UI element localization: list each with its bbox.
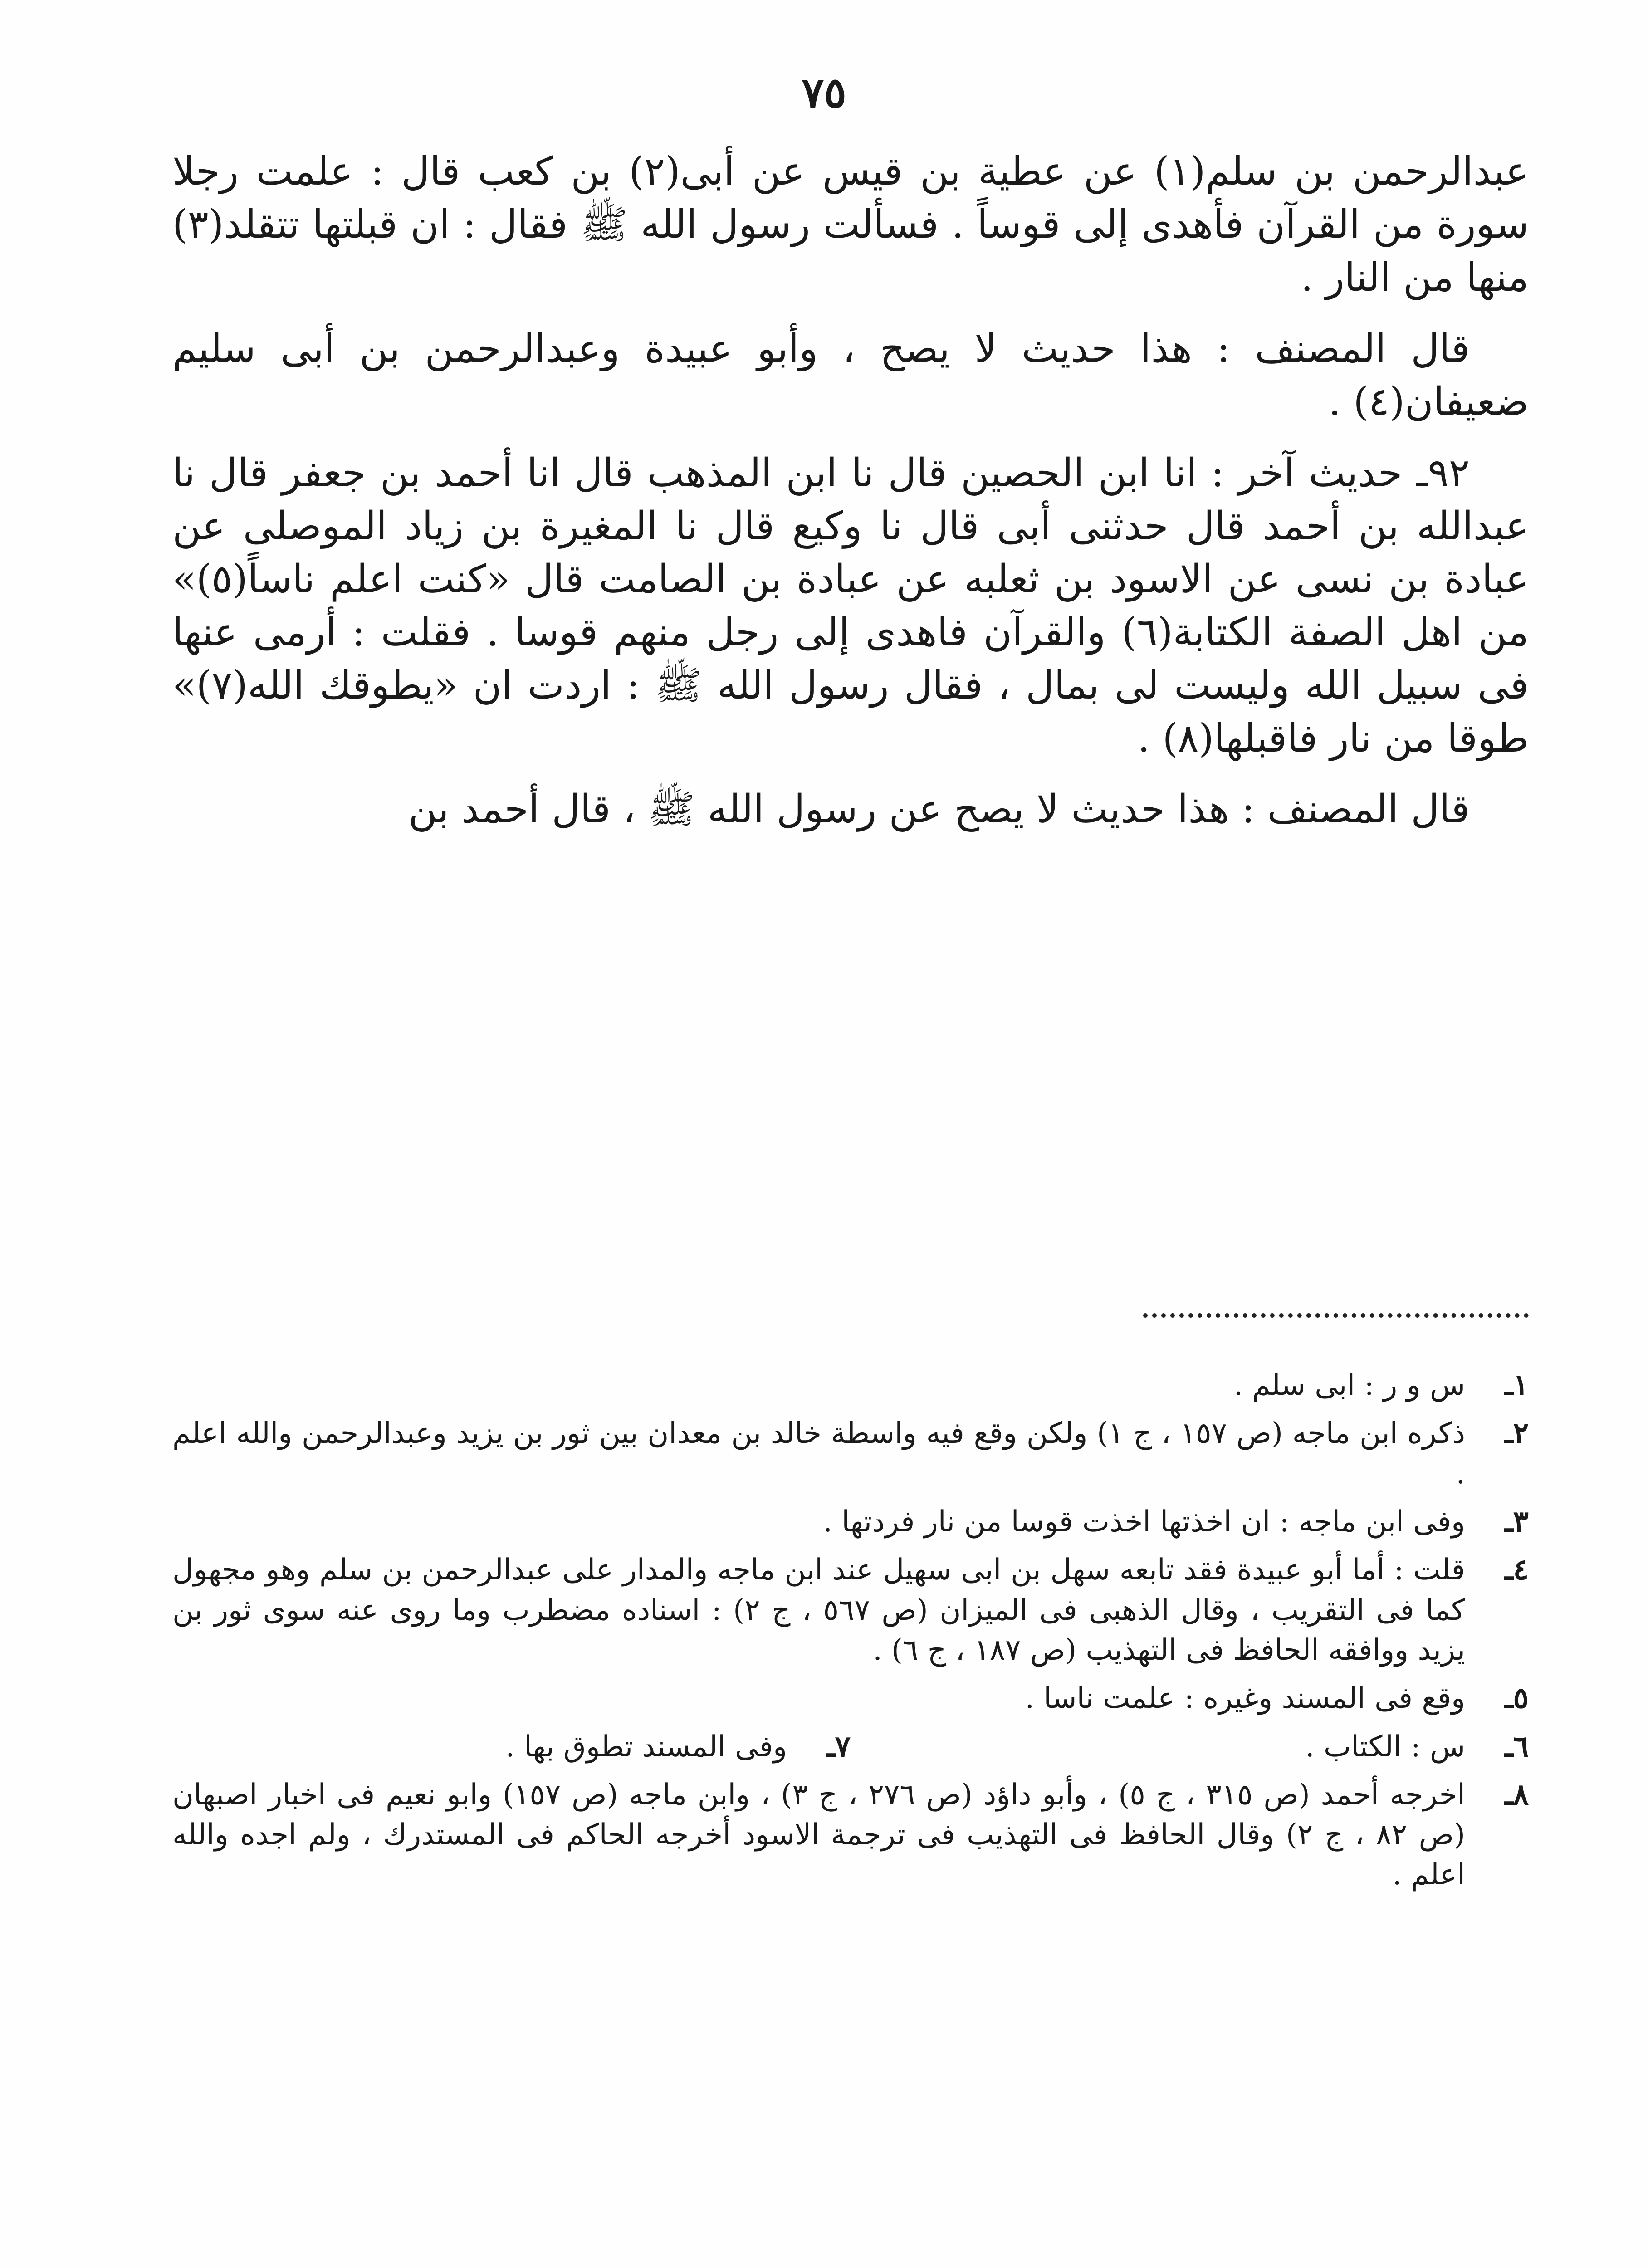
footnote-separator — [1143, 1313, 1529, 1318]
paragraph-4: قال المصنف : هذا حديث لا يصح عن رسول الله ﷺ ، قال أحمد بن — [408, 787, 1470, 832]
footnote — [172, 1727, 851, 1767]
footnote-number: ١ـ — [1504, 1368, 1529, 1402]
footnote — [172, 1502, 1529, 1542]
footnote-number: ٥ـ — [1504, 1681, 1529, 1716]
paragraph-1: عبدالرحمن بن سلم(١) عن عطية بن قيس عن أبى(٢) بن كعب قال : علمت رجلا سورة من القرآن فأهدى إلى قوساً . فسألت رسول الله ﷺ فقال : ان قبلتها تتقلد(٣) منها من النار . — [172, 149, 1529, 300]
footnote-text: س : الكتاب . — [1305, 1730, 1465, 1764]
footnote-text: س و ر : ابى سلم . — [1233, 1369, 1465, 1402]
footnote-text: ذكره ابن ماجه (ص ١٥٧ ، ج ١) ولكن وقع فيه واسطة خالد بن معدان بين ثور بن يزيد وعبدالرحمن والله اعلم . — [172, 1417, 1466, 1491]
footnote-pair — [172, 1727, 1529, 1767]
footnote-number: ٧ـ — [826, 1729, 851, 1764]
footnote — [172, 1413, 1529, 1494]
footnote-text: وفى ابن ماجه : ان اخذتها اخذت قوسا من نار فردتها . — [823, 1505, 1465, 1539]
paragraph-3-hadith-92: ٩٢ـ حديث آخر : انا ابن الحصين قال نا ابن المذهب قال انا أحمد بن جعفر قال نا عبدالله بن أحمد قال حدثنى أبى قال نا وكيع قال نا المغيرة بن زياد الموصلى عن عبادة بن نسى عن الاسود بن ثعلبه عن عبادة بن الصامت قال «كنت اعلم ناساً(٥)» من اهل الصفة الكتابة(٦) والقرآن فاهدى إلى رجل منهم قوسا . فقلت : أرمى عنها فى سبيل الله وليست لى بمال ، فقال رسول الله ﷺ : اردت ان «يطوقك الله(٧)» طوقا من نار فاقبلها(٨) . — [172, 450, 1529, 761]
footnote-text: قلت : أما أبو عبيدة فقد تابعه سهل بن ابى سهيل عند ابن ماجه والمدار على عبدالرحمن بن سلم وهو مجهول كما فى التقريب ، وقال الذهبى فى الميزان (ص ٥٦٧ ، ج ٢) : اسناده مضطرب وما روى عنه سوى ثور بن يزيد ووافقه الحافظ فى التهذيب (ص ١٨٧ ، ج ٦) . — [172, 1553, 1466, 1667]
footnote-text: وقع فى المسند وغيره : علمت ناسا . — [1025, 1681, 1465, 1716]
footnote-number: ٣ـ — [1504, 1504, 1529, 1539]
footnote — [172, 1365, 1529, 1405]
footnote — [172, 1550, 1529, 1670]
footnote — [851, 1727, 1529, 1767]
page-number: ٧٥ — [802, 68, 846, 117]
footnotes — [172, 1365, 1529, 1903]
main-text — [172, 145, 1529, 854]
footnote-number: ٦ـ — [1504, 1729, 1529, 1764]
footnote — [172, 1678, 1529, 1718]
footnote-number: ٢ـ — [1504, 1416, 1529, 1451]
paragraph-2: قال المصنف : هذا حديث لا يصح ، وأبو عبيدة وعبدالرحمن بن أبى سليم ضعيفان(٤) . — [172, 326, 1529, 425]
footnote-number: ٤ـ — [1504, 1553, 1529, 1587]
footnote — [172, 1775, 1529, 1895]
footnote-text: وفى المسند تطوق بها . — [505, 1730, 787, 1764]
footnote-number: ٨ـ — [1504, 1777, 1529, 1812]
footnote-text: اخرجه أحمد (ص ٣١٥ ، ج ٥) ، وأبو داؤد (ص ٢٧٦ ، ج ٣) ، وابن ماجه (ص ١٥٧) وابو نعيم فى اخبار اصبهان (ص ٨٢ ، ج ٢) وقال الحافظ فى التهذيب فى ترجمة الاسود أخرجه الحاكم فى المستدرك ، ولم اجده والله اعلم . — [172, 1778, 1466, 1892]
